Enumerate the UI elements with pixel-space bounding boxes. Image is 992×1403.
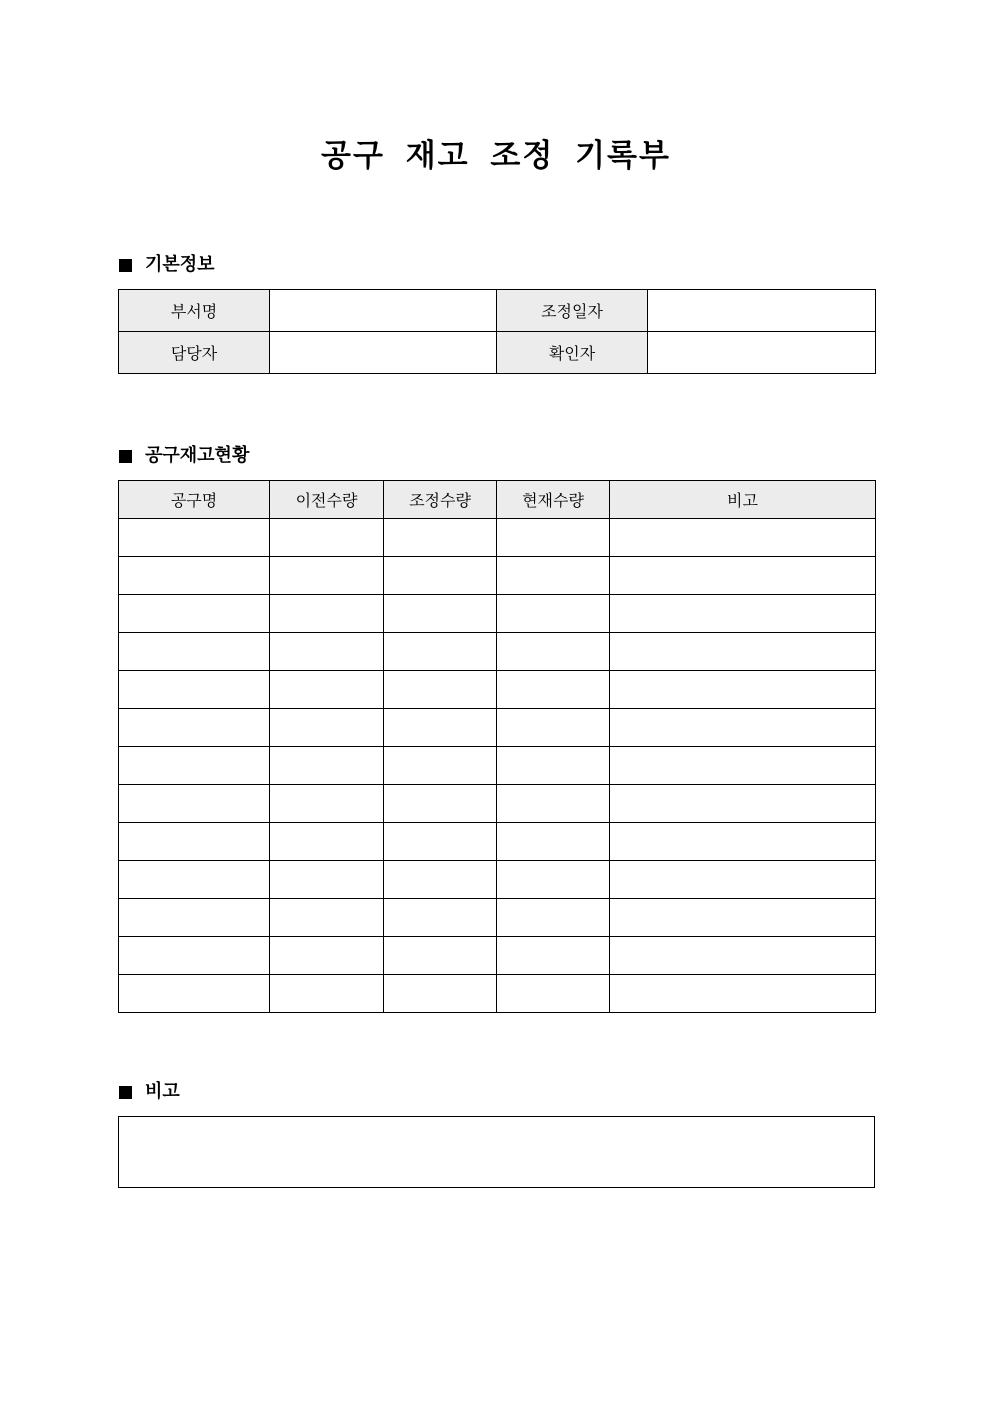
table-cell[interactable] (610, 823, 876, 861)
page-title: 공구 재고 조정 기록부 (321, 138, 671, 174)
square-bullet-icon (119, 259, 132, 272)
table-cell[interactable] (270, 823, 384, 861)
table-cell[interactable] (610, 633, 876, 671)
table-cell[interactable] (119, 519, 270, 557)
table-row (119, 709, 876, 747)
table-cell[interactable] (270, 709, 384, 747)
table-cell[interactable] (384, 519, 497, 557)
section-heading-label: 기본정보 (145, 254, 215, 275)
info-value-field[interactable] (648, 332, 876, 374)
table-cell[interactable] (610, 747, 876, 785)
table-cell[interactable] (610, 671, 876, 709)
table-cell[interactable] (497, 595, 610, 633)
table-cell[interactable] (119, 557, 270, 595)
table-row (119, 747, 876, 785)
info-label: 부서명 (119, 290, 270, 332)
table-cell[interactable] (270, 633, 384, 671)
table-cell[interactable] (270, 557, 384, 595)
table-cell[interactable] (610, 709, 876, 747)
info-label: 확인자 (497, 332, 648, 374)
table-cell[interactable] (384, 899, 497, 937)
table-cell[interactable] (497, 747, 610, 785)
table-cell[interactable] (119, 785, 270, 823)
table-cell[interactable] (384, 633, 497, 671)
table-row (119, 557, 876, 595)
table-cell[interactable] (119, 823, 270, 861)
table-cell[interactable] (497, 671, 610, 709)
table-cell[interactable] (610, 975, 876, 1013)
table-cell[interactable] (610, 861, 876, 899)
table-row (119, 823, 876, 861)
table-cell[interactable] (497, 861, 610, 899)
table-row (119, 633, 876, 671)
info-value-field[interactable] (270, 332, 497, 374)
table-cell[interactable] (270, 937, 384, 975)
table-cell[interactable] (384, 595, 497, 633)
square-bullet-icon (119, 450, 132, 463)
table-cell[interactable] (384, 975, 497, 1013)
table-cell[interactable] (119, 671, 270, 709)
table-cell[interactable] (497, 899, 610, 937)
section-heading-stock-status (119, 443, 249, 469)
table-cell[interactable] (270, 595, 384, 633)
table-cell[interactable] (384, 785, 497, 823)
table-cell[interactable] (610, 785, 876, 823)
column-header: 공구명 (119, 481, 270, 519)
table-row (119, 785, 876, 823)
table-cell[interactable] (119, 975, 270, 1013)
table-cell[interactable] (384, 823, 497, 861)
section-heading-basic-info (119, 252, 215, 278)
section-heading-label: 비고 (145, 1081, 180, 1102)
table-cell[interactable] (610, 595, 876, 633)
stock-status-table (118, 480, 876, 1013)
info-label: 조정일자 (497, 290, 648, 332)
table-cell[interactable] (384, 747, 497, 785)
table-row (119, 937, 876, 975)
info-value-field[interactable] (270, 290, 497, 332)
table-cell[interactable] (497, 519, 610, 557)
table-cell[interactable] (119, 747, 270, 785)
table-cell[interactable] (497, 557, 610, 595)
table-cell[interactable] (384, 709, 497, 747)
column-header: 현재수량 (497, 481, 610, 519)
table-cell[interactable] (497, 975, 610, 1013)
column-header: 비고 (610, 481, 876, 519)
info-label: 담당자 (119, 332, 270, 374)
table-cell[interactable] (497, 937, 610, 975)
info-row (119, 290, 876, 332)
table-cell[interactable] (384, 937, 497, 975)
table-cell[interactable] (270, 671, 384, 709)
table-cell[interactable] (610, 519, 876, 557)
table-cell[interactable] (119, 633, 270, 671)
table-row (119, 519, 876, 557)
table-cell[interactable] (384, 861, 497, 899)
table-cell[interactable] (497, 709, 610, 747)
column-header: 조정수량 (384, 481, 497, 519)
table-cell[interactable] (610, 557, 876, 595)
table-cell[interactable] (270, 785, 384, 823)
table-header-row (119, 481, 876, 519)
table-row (119, 899, 876, 937)
table-cell[interactable] (384, 557, 497, 595)
table-cell[interactable] (270, 747, 384, 785)
table-cell[interactable] (497, 823, 610, 861)
table-cell[interactable] (270, 975, 384, 1013)
table-cell[interactable] (270, 899, 384, 937)
table-cell[interactable] (497, 633, 610, 671)
table-cell[interactable] (270, 519, 384, 557)
table-cell[interactable] (119, 861, 270, 899)
column-header: 이전수량 (270, 481, 384, 519)
basic-info-table (118, 289, 876, 374)
table-row (119, 595, 876, 633)
table-cell[interactable] (119, 899, 270, 937)
remarks-field[interactable] (118, 1116, 875, 1188)
table-cell[interactable] (497, 785, 610, 823)
table-row (119, 671, 876, 709)
square-bullet-icon (119, 1086, 132, 1099)
section-heading-remarks (119, 1079, 180, 1105)
table-row (119, 861, 876, 899)
section-heading-label: 공구재고현황 (145, 445, 250, 466)
table-cell[interactable] (270, 861, 384, 899)
info-row (119, 332, 876, 374)
table-cell[interactable] (119, 709, 270, 747)
info-value-field[interactable] (648, 290, 876, 332)
table-cell[interactable] (384, 671, 497, 709)
table-row (119, 975, 876, 1013)
table-cell[interactable] (610, 899, 876, 937)
table-cell[interactable] (119, 595, 270, 633)
table-cell[interactable] (119, 937, 270, 975)
table-cell[interactable] (610, 937, 876, 975)
